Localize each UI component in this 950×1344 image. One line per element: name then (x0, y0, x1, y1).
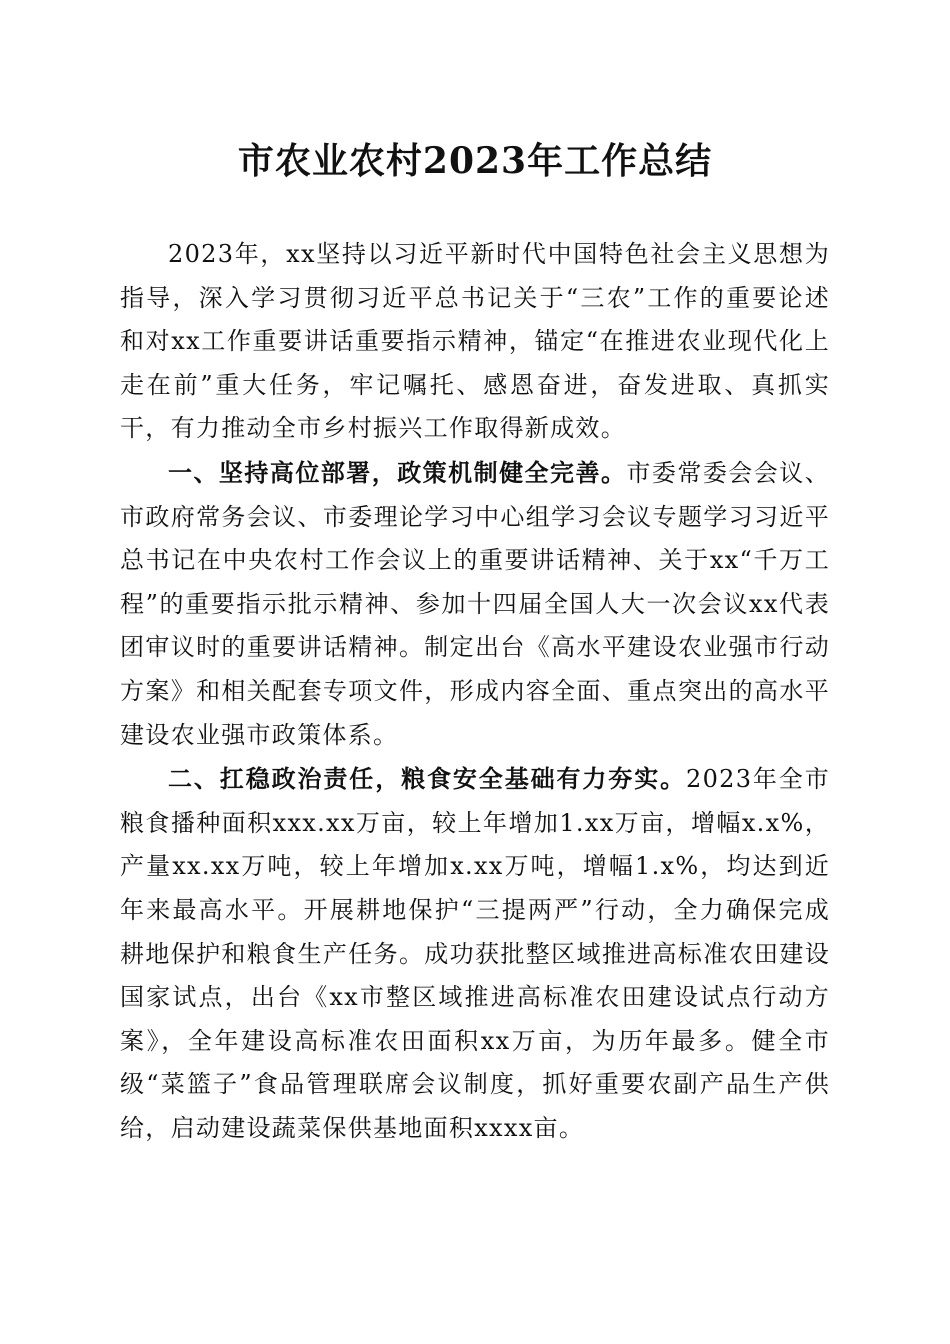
section-two-text: 2023年全市粮食播种面积xxx.xx万亩，较上年增加1.xx万亩，增幅x.x%，产量xx.xx万吨，较上年增加x.xx万吨，增幅1.x%，均达到近年来最高水平。开展耕地保护“三提两严”行动，全力确保完成耕地保护和粮食生产任务。成功获批整区域推进高标准农田建设国家试点，出台《xx市整区域推进高标准农田建设试点行动方案》，全年建设高标准农田面积xx万亩，为历年最多。健全市级“菜篮子”食品管理联席会议制度，抓好重要农副产品生产供给，启动建设蔬菜保供基地面积xxxx亩。 (120, 765, 830, 1142)
section-one-heading: 一、坚持高位部署，政策机制健全完善。 (168, 457, 627, 487)
section-two-paragraph (120, 757, 830, 1150)
section-one-text: 市委常委会会议、市政府常务会议、市委理论学习中心组学习会议专题学习习近平总书记在中央农村工作会议上的重要讲话精神、关于xx“千万工程”的重要指示批示精神、参加十四届全国人大一次会议xx代表团审议时的重要讲话精神。制定出台《高水平建设农业强市行动方案》和相关配套专项文件，形成内容全面、重点突出的高水平建设农业强市政策体系。 (120, 458, 830, 749)
section-one-paragraph (120, 451, 830, 757)
section-two-heading: 二、扛稳政治责任，粮食安全基础有力夯实。 (168, 764, 687, 794)
document-body (120, 232, 830, 1150)
document-title: 市农业农村2023年工作总结 (237, 140, 713, 182)
intro-paragraph (120, 232, 830, 451)
paragraph-text: 2023年，xx坚持以习近平新时代中国特色社会主义思想为指导，深入学习贯彻习近平总书记关于“三农”工作的重要论述和对xx工作重要讲话重要指示精神，锚定“在推进农业现代化上走在前”重大任务，牢记嘱托、感恩奋进，奋发进取、真抓实干，有力推动全市乡村振兴工作取得新成效。 (120, 240, 830, 443)
